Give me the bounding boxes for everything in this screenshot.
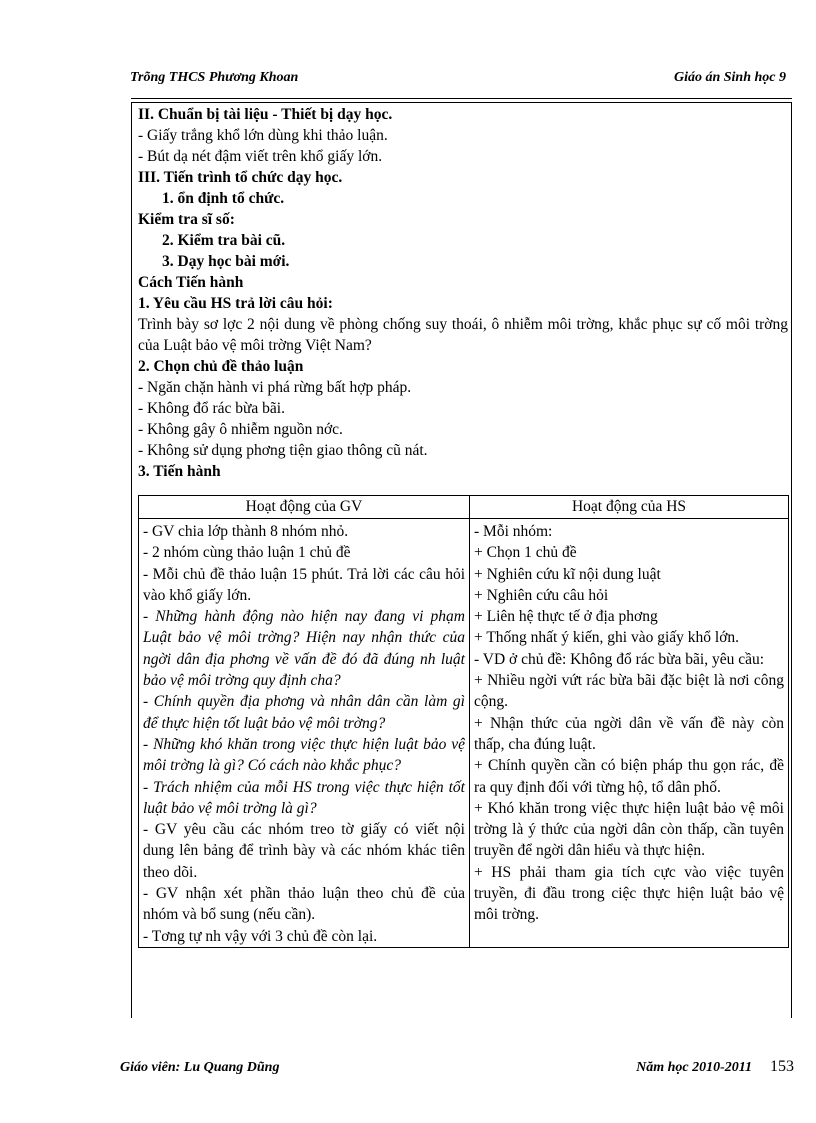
gv-activity-item: - GV yêu cầu các nhóm treo tờ giấy có viết nội dung lên bảng để trình bày và các nhóm khác tiên theo dõi. [143,821,465,881]
question-text: Trình bày sơ lợc 2 nội dung về phòng chống suy thoái, ô nhiễm môi trờng, khắc phục sự cố môi trờng của Luật bảo vệ môi trờng Việt Nam? [138,316,788,354]
hs-activity-item: + HS phải tham gia tích cực vào việc tuyên truyền, đi đầu trong ciệc thực hiện luật bảo vệ môi trờng. [474,863,784,924]
gv-activity-item: - GV nhận xét phần thảo luận theo chủ đề của nhóm và bổ sung (nếu cần). [143,885,465,924]
hs-activity-item: - VD ở chủ đề: Không đổ rác bừa bãi, yêu cầu: [474,650,765,668]
topic-item: - Không sử dụng phơng tiện giao thông cũ nát. [138,442,428,459]
footer-year: Năm học 2010-2011 [636,1060,752,1075]
step-3: 3. Dạy học bài mới. [162,253,290,270]
gv-activity-item: - 2 nhóm cùng thảo luận 1 chủ đề [143,544,351,562]
gv-activity-item: - Tơng tự nh vậy với 3 chủ đề còn lại. [143,927,378,945]
section-2-title: II. Chuẩn bị tài liệu - Thiết bị dạy học. [138,106,393,123]
hs-activity-item: + Thống nhất ý kiến, ghi vào giấy khổ lớn. [474,629,740,647]
hs-activity-item: + Khó khăn trong việc thực hiện luật bảo vệ môi trờng là ý thức của ngời dân còn thấp, cần tuyên truyền để ngời dân hiểu và thực hiện. [474,799,784,860]
hs-activity-item: + Nhiều ngời vứt rác bừa bãi đặc biệt là nơi công cộng. [474,672,784,711]
header-subject: Giáo án Sinh học 9 [673,70,786,85]
topic-title: 2. Chọn chủ đề thảo luận [138,358,304,375]
cach-tien-hanh: Cách Tiến hành [138,274,244,291]
topic-item: - Ngăn chặn hành vi phá rừng bất hợp pháp. [138,379,412,396]
s2-item: - Bút dạ nét đậm viết trên khổ giấy lớn. [138,148,383,165]
gv-activity-item: - Mỗi chủ đề thảo luận 15 phút. Trả lời các câu hỏi vào khổ giấy lớn. [143,565,465,604]
hs-activity-item: + Nghiên cứu kĩ nội dung luật [474,565,661,583]
lesson-content [138,104,788,482]
gv-activity-item: - Những khó khăn trong việc thực hiện luật bảo vệ môi trờng là gì? Có cách nào khắc phục? [143,735,465,775]
tien-hanh-title: 3. Tiến hành [138,463,221,480]
hs-activity-item: + Chọn 1 chủ đề [474,544,577,562]
hs-activity-item: + Nhận thức của ngời dân về vấn đề này còn thấp, cha đúng luật. [474,714,784,753]
step-1: 1. ổn định tổ chức. [162,190,285,207]
kiem-tra-si-so: Kiểm tra sĩ số: [138,211,235,228]
hs-activity-item: - Mỗi nhóm: [474,523,553,540]
frame-top-line [131,98,792,99]
section-3-title: III. Tiến trình tổ chức dạy học. [138,169,343,186]
s2-item: - Giấy trắng khổ lớn dùng khi thảo luận. [138,127,388,144]
gv-activity-item: - GV chia lớp thành 8 nhóm nhỏ. [143,523,349,540]
hs-activity-item: + Liên hệ thực tế ở địa phơng [474,608,658,626]
gv-activity-item: - Trách nhiệm của mỗi HS trong việc thực hiện tốt luật bảo vệ môi trờng là gì? [143,778,465,817]
gv-activity-item: - Chính quyền địa phơng và nhân dân cần làm gì để thực hiện tốt luật bảo vệ môi trờng? [143,693,465,732]
gv-activities-cell [139,519,470,948]
col-header-hs: Hoạt động của HS [470,496,789,519]
header-school: Trõng THCS Phương Khoan [130,70,299,85]
hs-activity-item: + Chính quyền cần có biện pháp thu gọn rác, đề ra quy định đối với từng hộ, tổ dân phố. [474,757,784,796]
step-2: 2. Kiểm tra bài cũ. [162,232,286,249]
hs-activity-item: + Nghiên cứu câu hỏi [474,586,609,604]
topic-item: - Không gây ô nhiễm nguồn nớc. [138,421,343,438]
activity-table [138,495,789,948]
page-number: 153 [770,1058,794,1075]
gv-activity-item: - Những hành động nào hiện nay đang vi phạm Luật bảo vệ môi trờng? Hiện nay nhận thức của ngời dân địa phơng về vấn đề đó đã đúng nh luật bảo vệ môi trờng quy định cha? [143,608,465,690]
col-header-gv: Hoạt động của GV [139,496,470,519]
question-title: 1. Yêu cầu HS trả lời câu hỏi: [138,295,333,312]
hs-activities-cell [470,519,789,948]
topic-item: - Không đổ rác bừa bãi. [138,400,285,417]
footer-teacher: Giáo viên: Lu Quang Dũng [120,1060,280,1075]
